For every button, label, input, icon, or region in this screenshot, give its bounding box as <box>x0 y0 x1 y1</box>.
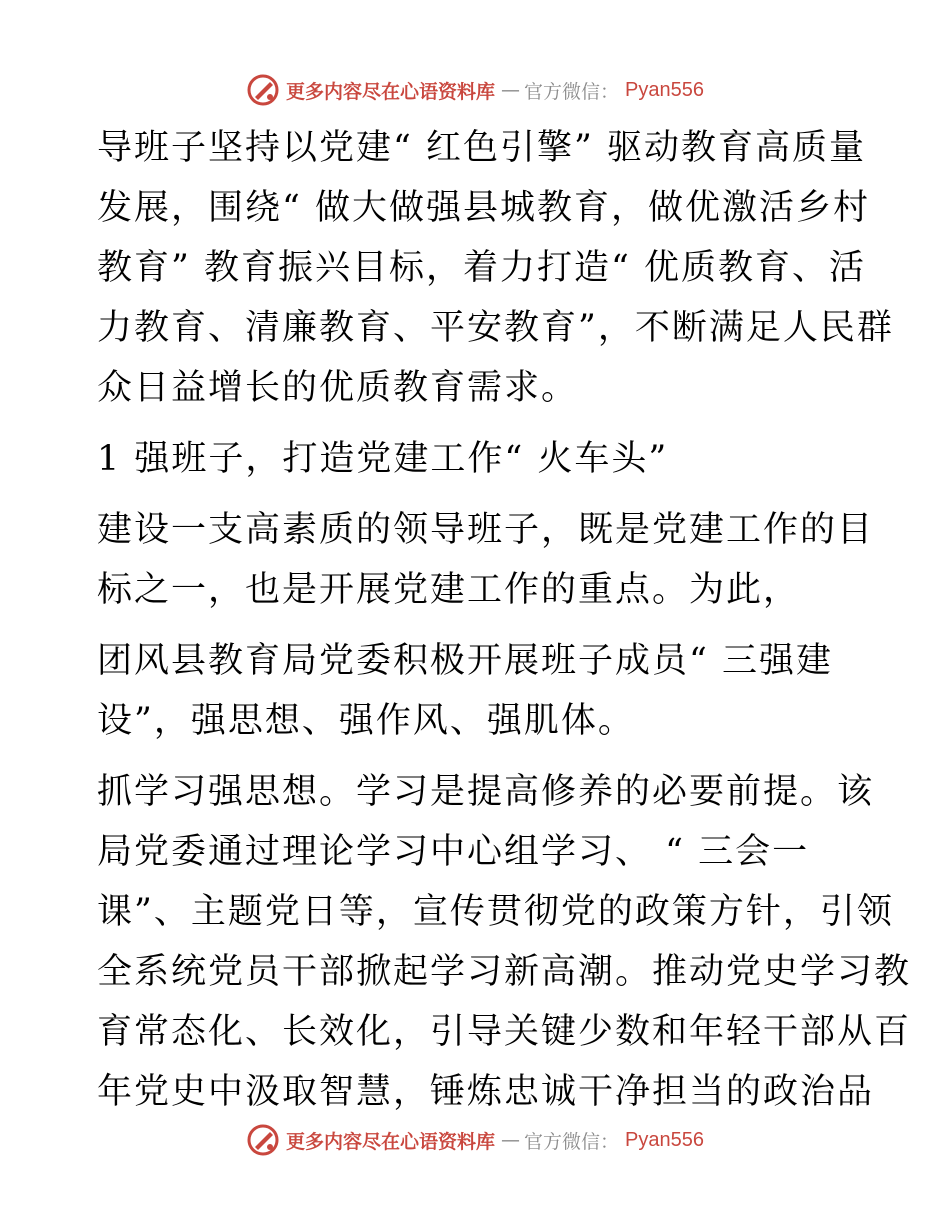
text-line: 全系统党员干部掀起学习新高潮。推动党史学习教 <box>97 952 912 992</box>
text-line: 众日益增长的优质教育需求。 <box>97 368 579 408</box>
watermark-dash: — <box>501 79 519 101</box>
text-line: 发展，围绕“ 做大做强县城教育，做优激活乡村 <box>97 188 871 228</box>
paragraph <box>97 118 894 418</box>
watermark-dash: — <box>501 1129 519 1151</box>
text-line: 1 强班子，打造党建工作“ 火车头” <box>97 439 669 479</box>
text-line: 导班子坚持以党建“ 红色引擎” 驱动教育高质量 <box>97 128 867 168</box>
text-line: 课”、主题党日等，宣传贯彻党的政策方针，引领 <box>97 892 894 932</box>
text-line: 育常态化、长效化，引导关键少数和年轻干部从百 <box>97 1012 912 1052</box>
logo-icon <box>246 1123 280 1157</box>
text-line: 设”，强思想、强作风、强肌体。 <box>97 701 635 741</box>
watermark-official-label: 官方微信： <box>524 1130 620 1153</box>
watermark-text: 更多内容尽在心语资料库 <box>286 80 496 103</box>
header-watermark <box>0 70 950 110</box>
paragraph <box>97 631 857 751</box>
section-heading <box>97 429 857 489</box>
logo-icon <box>246 73 280 107</box>
watermark-wechat-id: Pyan556 <box>625 1128 704 1151</box>
watermark-text: 更多内容尽在心语资料库 <box>286 1130 496 1153</box>
text-line: 团风县教育局党委积极开展班子成员“ 三强建 <box>97 641 834 681</box>
text-line: 抓学习强思想。学习是提高修养的必要前提。该 <box>97 772 875 812</box>
text-line: 年党史中汲取智慧，锤炼忠诚干净担当的政治品 <box>97 1072 875 1112</box>
watermark-official-label: 官方微信： <box>524 80 620 103</box>
text-line: 教育” 教育振兴目标，着力打造“ 优质教育、活 <box>97 248 867 288</box>
footer-watermark <box>0 1120 950 1160</box>
paragraph <box>97 500 875 620</box>
text-line: 标之一，也是开展党建工作的重点。为此， <box>97 570 801 610</box>
text-line: 建设一支高素质的领导班子，既是党建工作的目 <box>97 510 875 550</box>
text-line: 局党委通过理论学习中心组学习、 “ 三会一 <box>97 832 810 872</box>
paragraph <box>97 762 912 1122</box>
watermark-wechat-id: Pyan556 <box>625 78 704 101</box>
text-line: 力教育、清廉教育、平安教育”，不断满足人民群 <box>97 308 894 348</box>
document-body <box>97 118 912 1122</box>
